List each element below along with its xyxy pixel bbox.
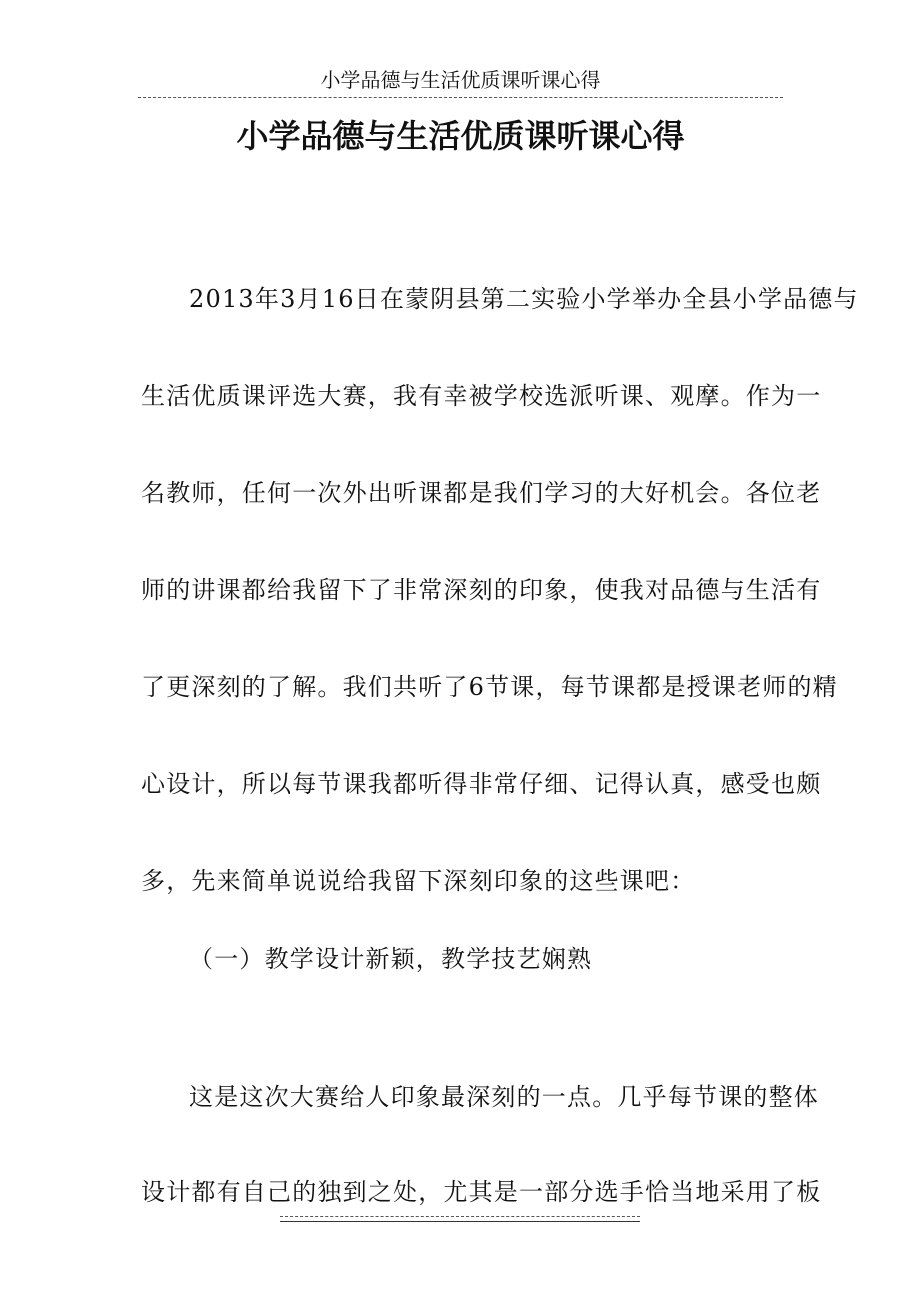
paragraph-line: 多，先来简单说说给我留下深刻印象的这些课吧： <box>141 867 696 895</box>
paragraph-1 <box>141 251 859 930</box>
paragraph-line: 2013年3月16日在蒙阴县第二实验小学举办全县小学品德与 <box>189 285 859 313</box>
header-divider <box>138 97 783 98</box>
paragraph-line: 生活优质课评选大赛，我有幸被学校选派听课、观摩。作为一 <box>141 382 822 410</box>
paragraph-line: 设计都有自己的独到之处，尤其是一部分选手恰当地采用了板 <box>141 1178 822 1206</box>
paragraph-line: 这是这次大赛给人印象最深刻的一点。几乎每节课的整体 <box>189 1083 819 1111</box>
document-title: 小学品德与生活优质课听课心得 <box>236 117 685 155</box>
running-header: 小学品德与生活优质课听课心得 <box>320 68 601 92</box>
footer-divider <box>280 1216 640 1217</box>
section-heading: （一）教学设计新颖，教学技艺娴熟 <box>189 945 593 973</box>
paragraph-line: 了更深刻的了解。我们共听了6节课，每节课都是授课老师的精 <box>141 673 838 701</box>
paragraph-2 <box>141 1050 822 1240</box>
footer-divider <box>280 1221 640 1222</box>
paragraph-line: 心设计，所以每节课我都听得非常仔细、记得认真，感受也颇 <box>141 770 822 798</box>
paragraph-line: 师的讲课都给我留下了非常深刻的印象，使我对品德与生活有 <box>141 576 822 604</box>
paragraph-line: 名教师，任何一次外出听课都是我们学习的大好机会。各位老 <box>141 479 822 507</box>
